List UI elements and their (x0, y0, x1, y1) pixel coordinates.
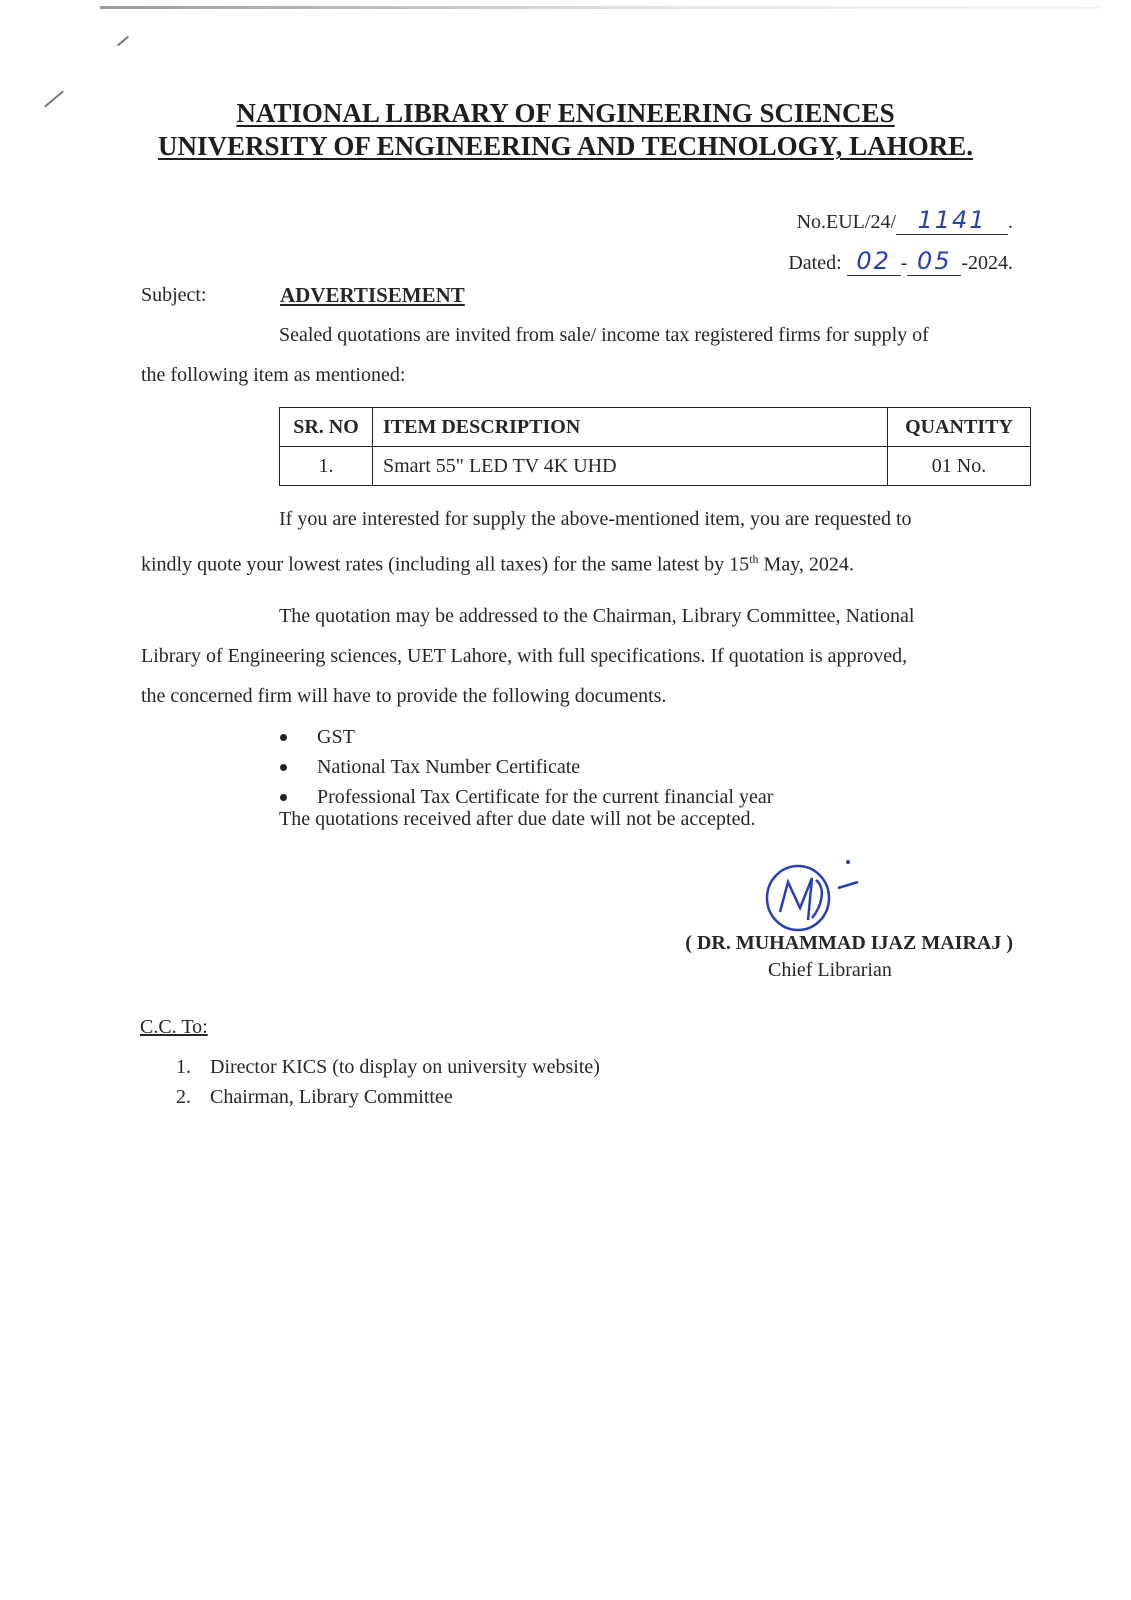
bullet-icon (280, 764, 287, 771)
ordinal-suffix: th (749, 552, 759, 566)
column-header-quantity: QUANTITY (888, 408, 1031, 447)
ref-no-prefix: No.EUL/24/ (796, 211, 896, 233)
list-item: National Tax Number Certificate (278, 752, 773, 782)
cc-label: C.C. To: (140, 1016, 208, 1038)
ref-no-handwritten: 1141 (917, 206, 987, 234)
intro-paragraph (141, 315, 1031, 395)
date-day-handwritten: 02 (856, 247, 891, 275)
header-line-1: NATIONAL LIBRARY OF ENGINEERING SCIENCES (236, 98, 895, 128)
interest-line-2-text: kindly quote your lowest rates (including all taxes) for the same latest by 15 (141, 553, 750, 576)
interest-paragraph (141, 499, 1031, 585)
list-item: 2. Chairman, Library Committee (176, 1086, 453, 1108)
address-line-1: The quotation may be addressed to the Chairman, Library Committee, National (279, 605, 915, 627)
reference-number (797, 206, 1013, 235)
address-paragraph (141, 596, 1031, 716)
closing-note: The quotations received after due date will not be accepted. (279, 808, 756, 830)
date-year: -2024. (961, 252, 1013, 274)
signatory-name: ( DR. MUHAMMAD IJAZ MAIRAJ ) (685, 932, 1013, 954)
list-item: Professional Tax Certificate for the current financial year (278, 782, 773, 812)
subject-label: Subject: (141, 284, 207, 306)
cell-description: Smart 55" LED TV 4K UHD (373, 447, 888, 486)
interest-deadline: May, 2024. (758, 553, 854, 576)
cell-sr-no: 1. (280, 447, 373, 486)
intro-line-2: the following item as mentioned: (141, 364, 406, 386)
date-separator: - (900, 252, 908, 274)
column-header-description: ITEM DESCRIPTION (373, 408, 888, 447)
column-header-sr-no: SR. NO (280, 408, 373, 447)
list-item: GST (278, 722, 773, 752)
cc-list (176, 1052, 600, 1112)
bullet-icon (280, 734, 287, 741)
ref-no-suffix: . (1008, 211, 1013, 233)
list-item: 1. Director KICS (to display on university website) (176, 1056, 600, 1078)
subject-value: ADVERTISEMENT (280, 283, 465, 307)
date-month-handwritten: 05 (917, 247, 952, 275)
interest-line-2 (141, 539, 1031, 585)
signatory-title: Chief Librarian (768, 959, 892, 981)
items-table (279, 407, 1031, 486)
cell-quantity: 01 No. (888, 447, 1031, 486)
interest-line-1: If you are interested for supply the above-mentioned item, you are requested to (279, 508, 912, 530)
header-line-2: UNIVERSITY OF ENGINEERING AND TECHNOLOGY, LAHORE. (158, 131, 973, 161)
address-line-3: the concerned firm will have to provide the following documents. (141, 685, 667, 707)
table-header-row (280, 408, 1031, 447)
bullet-icon (280, 794, 287, 801)
reference-date (788, 247, 1013, 276)
address-line-2: Library of Engineering sciences, UET Lahore, with full specifications. If quotation is approved, (141, 645, 908, 667)
scan-mark (117, 36, 129, 47)
documents-list (278, 722, 773, 812)
signature (750, 850, 870, 935)
intro-line-1: Sealed quotations are invited from sale/ income tax registered firms for supply of (279, 324, 929, 346)
scan-edge-shadow (100, 6, 1100, 9)
table-row (280, 447, 1031, 486)
dated-label: Dated: (788, 252, 842, 274)
